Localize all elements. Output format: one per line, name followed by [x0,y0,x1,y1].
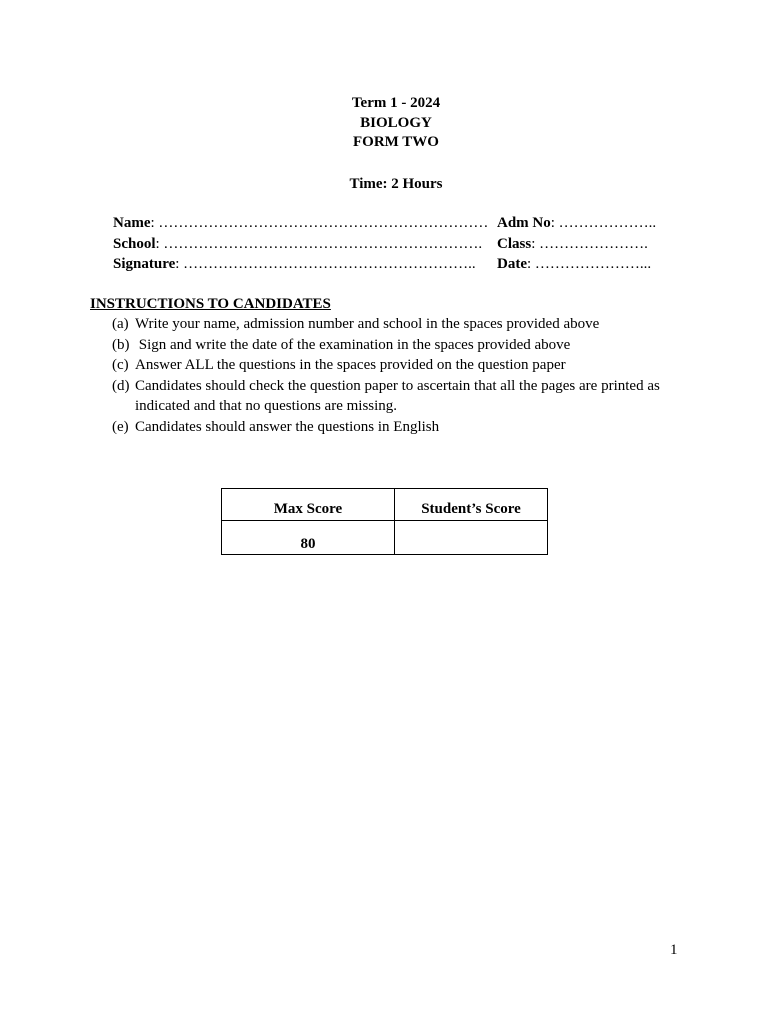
candidate-fields [113,213,673,275]
exam-subject: BIOLOGY [360,114,432,131]
field-row-name [113,213,673,234]
instruction-letter: (a) [112,316,129,332]
score-table-row [222,521,548,555]
instruction-text: Candidates should answer the questions in English [135,418,440,435]
date-label: Date [497,256,527,272]
adm-no-dots: : ……………….. [550,215,657,231]
instruction-letter: (e) [112,418,129,435]
school-field[interactable] [113,234,482,255]
instruction-item [90,376,680,417]
instruction-item [90,314,680,335]
class-dots: : …………………. [531,235,648,252]
instruction-text: Sign and write the date of the examination in the spaces provided above [135,336,571,353]
date-dots: : …………………... [527,256,652,272]
score-table [221,488,548,555]
name-label: Name [113,215,151,231]
instruction-letter: (d) [112,377,130,394]
instruction-text: Candidates should check the question paper to ascertain that all the pages are printed as indicated and that no questions are missing. [135,377,660,414]
signature-field[interactable] [113,254,476,275]
page-number: 1 [670,942,678,958]
class-label: Class [497,235,532,252]
exam-header [0,94,768,153]
instructions-section [90,295,680,437]
max-score-header: Max Score [222,489,395,521]
student-score-value[interactable] [395,521,548,555]
adm-no-label: Adm No [497,215,551,231]
instructions-title: INSTRUCTIONS TO CANDIDATES [90,296,331,312]
class-field[interactable] [497,234,648,255]
signature-label: Signature [113,256,176,272]
name-dots: : ………………………………………………………… [150,215,489,231]
instruction-text: Write your name, admission number and school in the spaces provided above [135,316,600,332]
exam-time: Time: 2 Hours [349,176,443,192]
score-table-header-row [222,489,548,521]
student-score-header: Student’s Score [395,489,548,521]
instruction-item [90,355,680,376]
name-field[interactable] [113,213,488,234]
instruction-item [90,417,680,438]
school-label: School [113,235,156,252]
instruction-letter: (b) [112,336,130,353]
exam-form: FORM TWO [353,134,439,150]
adm-no-field[interactable] [497,213,656,234]
date-field[interactable] [497,254,651,275]
school-dots: : ………………………………………………………. [155,235,483,252]
instruction-text: Answer ALL the questions in the spaces provided on the question paper [135,357,566,373]
instructions-list [90,314,680,437]
max-score-value: 80 [222,521,395,555]
field-row-school [113,234,673,255]
field-row-signature [113,254,673,275]
exam-term: Term 1 - 2024 [351,95,441,111]
instruction-item [90,335,680,356]
instruction-letter: (c) [112,357,129,373]
signature-dots: : ………………………………………………….. [175,256,476,272]
